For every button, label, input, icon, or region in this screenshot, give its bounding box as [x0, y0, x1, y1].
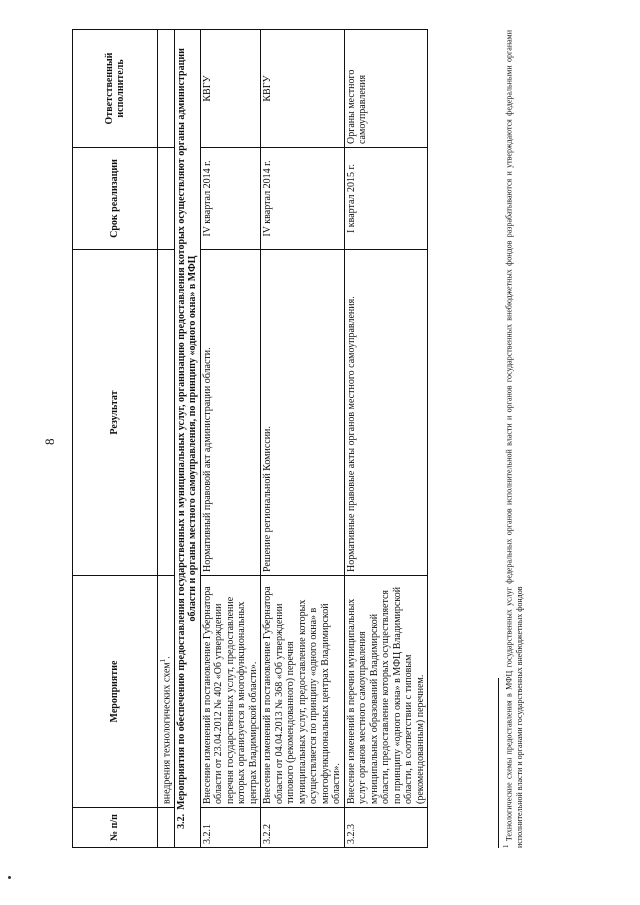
row-responsible: КВГУ — [261, 30, 345, 148]
row-activity: Внесение изменений в постановление Губернатора области от 04.04.2013 № 368 «Об утверждении типового (рекомендованного) перечня муниципальных услуг, предоставление которых осуществляется по принципу «одного окна» в многофункциональных центрах Владимирской области». — [261, 576, 345, 808]
table-row — [200, 30, 261, 848]
header-activity: Мероприятие — [73, 576, 158, 808]
footnote-text: Технологические схемы предоставления в МФЦ государственных услуг федеральных органов исполнительной власти и органов государственных внебюджетных фондов разрабатываются и утверждаются федеральными органами исполнительной власти и органами государственных внебюджетных фондов — [504, 30, 524, 848]
section-heading — [174, 30, 200, 848]
row-term: IV квартал 2014 г. — [261, 148, 345, 250]
row-term: I квартал 2015 г. — [344, 148, 428, 250]
row-num: 3.2.3 — [344, 808, 428, 848]
section-title: Мероприятия по обеспечению предоставления государственных и муниципальных услуг, организацию предоставления которых осуществляют органы администрации области и органы местного самоуправления, по принципу «одного окна» в МФЦ — [175, 48, 199, 810]
row-num: 3.2.2 — [261, 808, 345, 848]
row-num: 3.2.1 — [200, 808, 261, 848]
row-responsible: КВГУ — [200, 30, 261, 148]
header-num: № п/п — [73, 808, 158, 848]
page-number: 8 — [42, 438, 57, 445]
header-result: Результат — [73, 250, 158, 576]
table-row — [344, 30, 428, 848]
continuation-cell: внедрения технологических схем$^1$. — [158, 576, 175, 808]
header-term: Срок реализации — [73, 148, 158, 250]
table-header-row — [73, 30, 158, 848]
rotated-page-content — [72, 18, 562, 858]
row-result: Решение региональной Комиссии. — [261, 250, 345, 576]
continuation-text: внедрения технологических схем — [161, 662, 173, 804]
table-row — [261, 30, 345, 848]
scan-speck — [8, 876, 11, 879]
footnote-separator — [498, 678, 499, 848]
row-result: Нормативный правовой акт администрации области. — [200, 250, 261, 576]
section-row — [174, 30, 200, 848]
footnote-ref: 1 — [159, 658, 167, 663]
row-activity: Внесение изменений в постановление Губернатора области от 23.04.2012 № 402 «Об утверждении перечня государственных услут, предоставление которых организуется в многофункциональных центрах Владимирской области». — [200, 576, 261, 808]
row-activity: Внесение изменений в перечни муниципальных услуг органов местного самоуправления муниципальных образований Владимирской области, предоставление которых осуществляется по принципу «одного окна» в МФЦ Владимирской области, в соответствии с типовым (рекомендованным) перечнем. — [344, 576, 428, 808]
activities-table — [72, 29, 428, 848]
row-result: Нормативные правовые акты органов местного самоуправления. — [344, 250, 428, 576]
row-term: IV квартал 2014 г. — [200, 148, 261, 250]
header-responsible: Ответственный исполнитель — [73, 30, 158, 148]
section-number: 3.2. — [175, 813, 187, 829]
footnote — [502, 30, 525, 848]
footnote-marker: 1 — [502, 844, 511, 848]
continuation-row — [158, 30, 175, 848]
row-responsible: Органы местного самоуправления — [344, 30, 428, 148]
